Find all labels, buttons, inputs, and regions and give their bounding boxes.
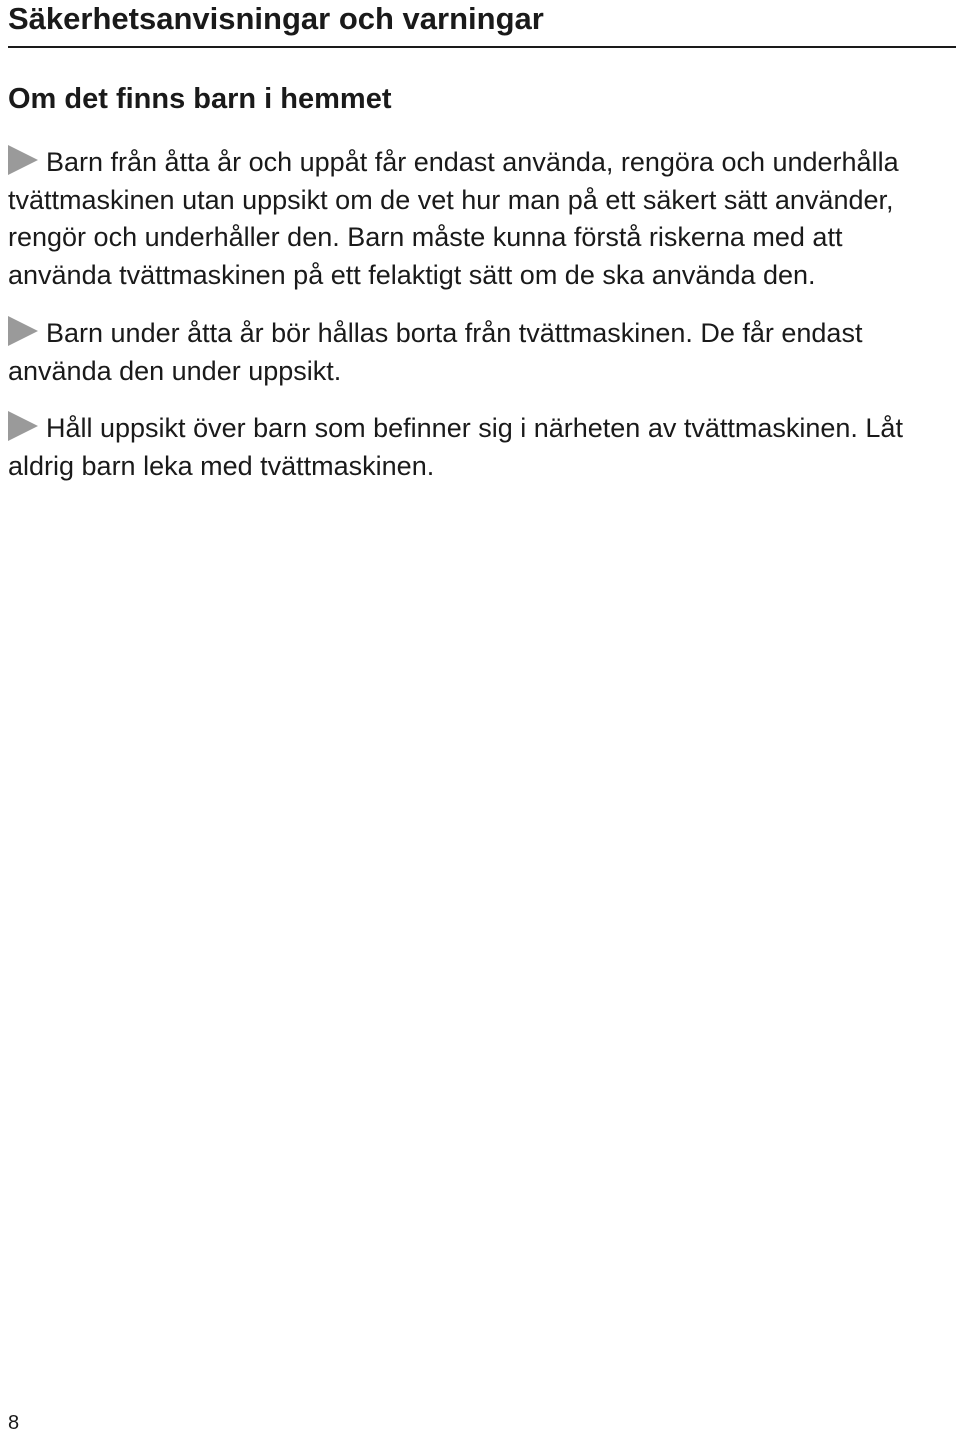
page-title: Säkerhetsanvisningar och varningar <box>8 1 544 36</box>
warning-item <box>8 410 948 485</box>
warning-text: Håll uppsikt över barn som befinner sig i närheten av tvättmaskinen. Låt aldrig barn leka med tvättmaskinen. <box>8 413 903 481</box>
arrow-right-icon <box>8 316 38 346</box>
warning-item <box>8 144 948 295</box>
warning-item <box>8 315 948 390</box>
page-number: 8 <box>8 1412 20 1434</box>
warning-text: Barn under åtta år bör hållas borta från tvättmaskinen. De får endast använda den under uppsikt. <box>8 317 863 386</box>
warning-text: Barn från åtta år och uppåt får endast använda, rengöra och underhålla tvättmaskinen utan uppsikt om de vet hur man på ett säkert sätt använder, rengör och underhåller den. Barn måste kunna förstå riskerna med att använda tvättmaskinen på ett felaktigt sätt om de ska använda den. <box>8 147 899 291</box>
section-title: Om det finns barn i hemmet <box>8 83 392 115</box>
arrow-right-icon <box>8 145 38 175</box>
arrow-right-icon <box>8 411 38 441</box>
warning-list <box>8 144 948 506</box>
page-header <box>8 0 956 48</box>
